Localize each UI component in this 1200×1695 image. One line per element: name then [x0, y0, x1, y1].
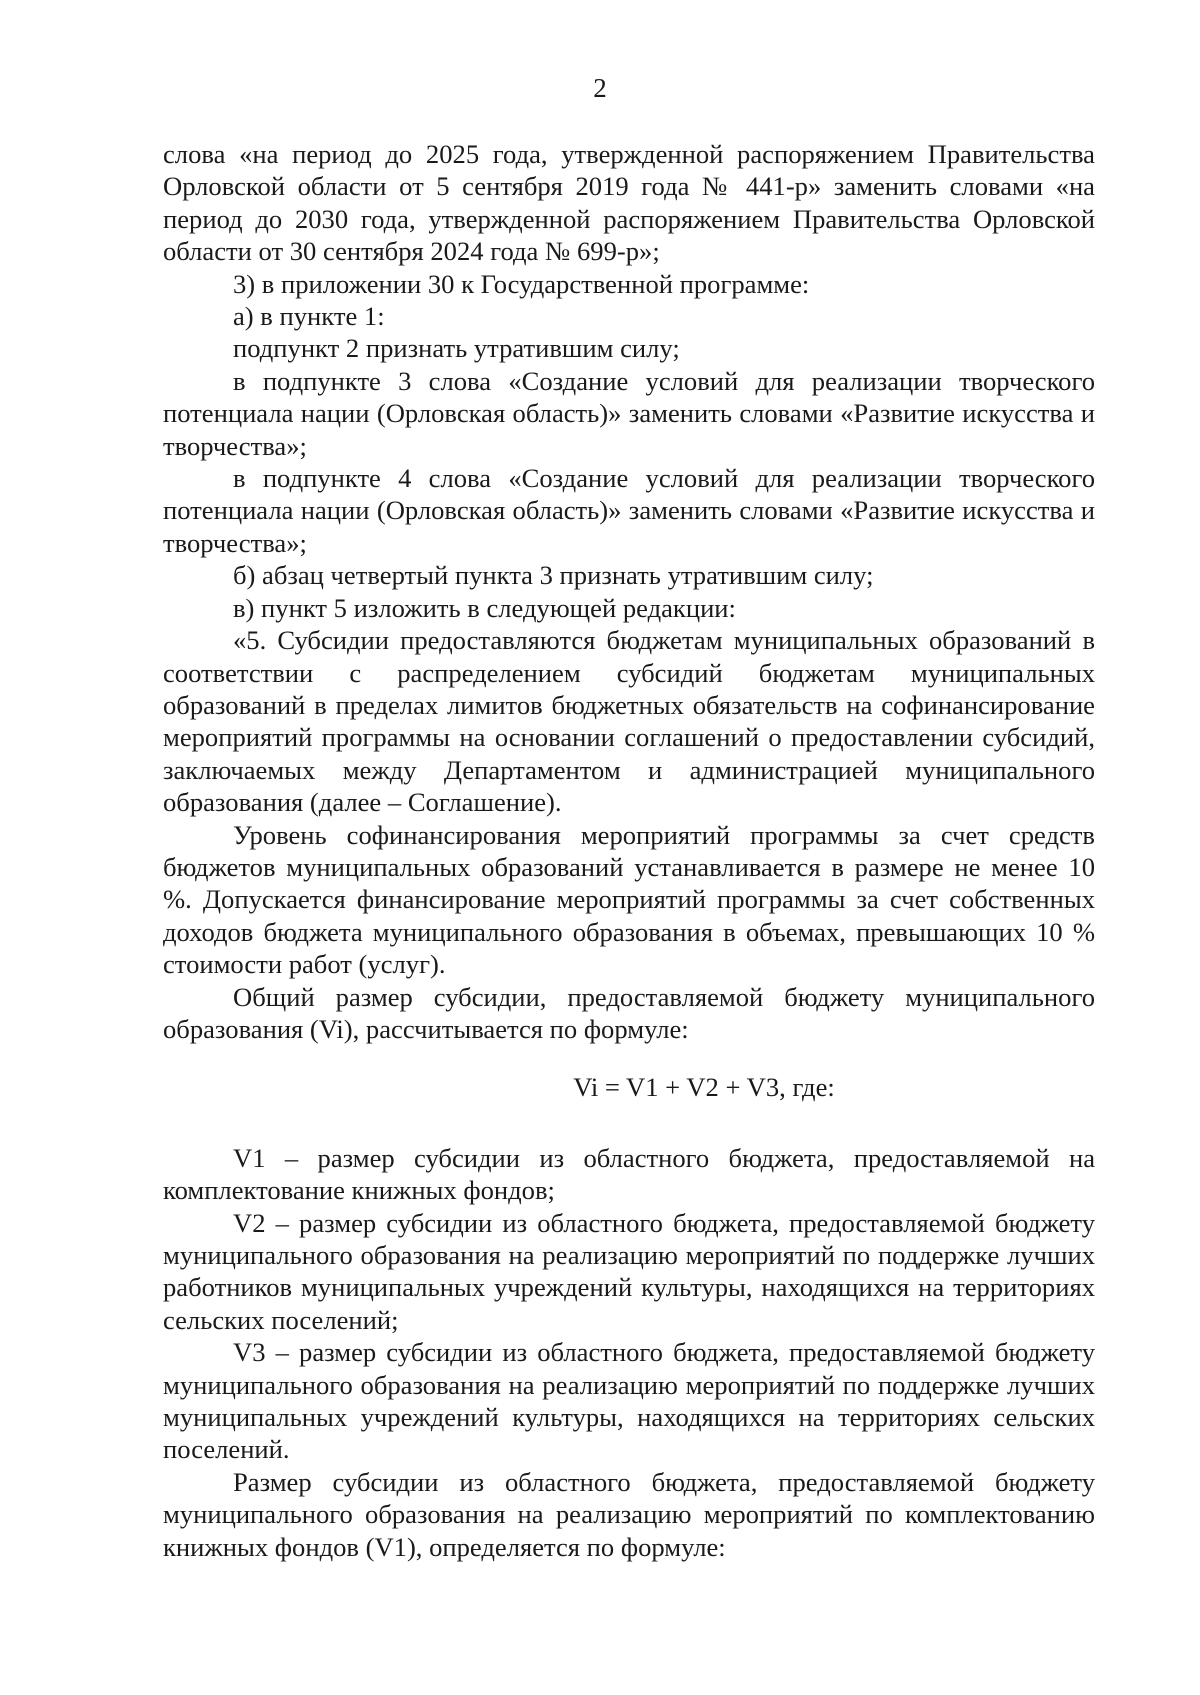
paragraph-item-3: 3) в приложении 30 к Государственной программе:: [233, 268, 810, 299]
paragraph-subitem-b: б) абзац четвертый пункта 3 признать утратившим силу;: [233, 560, 874, 591]
paragraph-subitem-v: в) пункт 5 изложить в следующей редакции:: [233, 592, 736, 623]
paragraph-subpoint-2: подпункт 2 признать утратившим силу;: [233, 333, 680, 364]
paragraph-total-subsidy: Общий размер субсидии, предоставляемой бюджету муниципального образования (Vi), рассчитывается по формуле:: [163, 981, 1095, 1044]
page-number: 2: [593, 73, 607, 103]
document-body: [163, 138, 1095, 1563]
paragraph-subpoint-3: в подпункте 3 слова «Создание условий для реализации творческого потенциала нации (Орловская область)» заменить словами «Развитие искусства и творчества»;: [163, 365, 1095, 461]
paragraph-v1-formula-intro: Размер субсидии из областного бюджета, предоставляемой бюджету муниципального образования на реализацию мероприятий по комплектованию книжных фондов (V1), определяется по формуле:: [163, 1466, 1095, 1562]
paragraph-subitem-a: а) в пункте 1:: [233, 301, 385, 332]
paragraph-point-5: «5. Субсидии предоставляются бюджетам муниципальных образований в соответствии с распределением субсидий бюджетам муниципальных образований в пределах лимитов бюджетных обязательств на софинансирование мероприятий программы на основании соглашений о предоставлении субсидий, заключаемых между Департаментом и администрацией муниципального образования (далее – Соглашение).: [163, 625, 1095, 818]
definition-v3: V3 – размер субсидии из областного бюджета, предоставляемой бюджету муниципального образования на реализацию мероприятий по поддержке лучших муниципальных учреждений культуры, находящихся на территориях сельских поселений.: [163, 1337, 1095, 1465]
paragraph-amendment-words: слова «на период до 2025 года, утвержденной распоряжением Правительства Орловской области от 5 сентября 2019 года № 441-р» заменить словами «на период до 2030 года, утвержденной распоряжением Правительства Орловской области от 30 сентября 2024 года № 699-р»;: [163, 139, 1095, 267]
definition-v2: V2 – размер субсидии из областного бюджета, предоставляемой бюджету муниципального образования на реализацию мероприятий по поддержке лучших работников муниципальных учреждений культуры, находящихся на территориях сельских поселений;: [163, 1207, 1095, 1335]
definition-v1: V1 – размер субсидии из областного бюджета, предоставляемой на комплектование книжных фондов;: [163, 1142, 1095, 1206]
paragraph-cofinancing-level: Уровень софинансирования мероприятий программы за счет средств бюджетов муниципальных образований устанавливается в размере не менее 10 %. Допускается финансирование мероприятий программы за счет собственных доходов бюджета муниципального образования в объемах, превышающих 10 % стоимости работ (услуг).: [163, 819, 1095, 980]
formula-vi: Vi = V1 + V2 + V3, где:: [573, 1072, 835, 1103]
paragraph-subpoint-4: в подпункте 4 слова «Создание условий для реализации творческого потенциала нации (Орловская область)» заменить словами «Развитие искусства и творчества»;: [163, 463, 1095, 558]
